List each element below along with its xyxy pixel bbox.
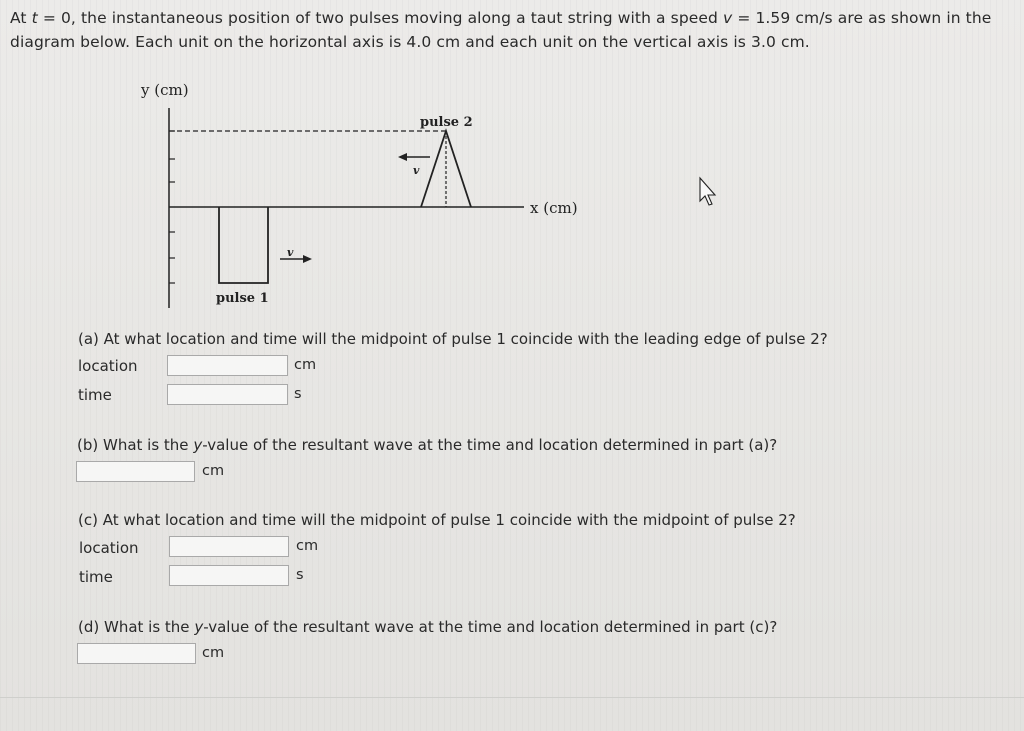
part-a-time-unit: s bbox=[294, 386, 302, 402]
pulse-2-label: pulse 2 bbox=[420, 115, 473, 130]
part-d-question: (d) What is the y-value of the resultant wave at the time and location determined in part (c)? bbox=[78, 618, 778, 636]
pulse-1-shape bbox=[219, 207, 268, 283]
y-variable: y bbox=[194, 618, 204, 636]
part-a-question: (a) At what location and time will the midpoint of pulse 1 coincide with the leading edge of pulse 2? bbox=[78, 330, 828, 348]
y-variable: y bbox=[193, 436, 203, 454]
part-d-unit: cm bbox=[202, 645, 225, 661]
part-a-location-input[interactable] bbox=[167, 355, 288, 376]
part-b-question: (b) What is the y-value of the resultant wave at the time and location determined in part (a)? bbox=[77, 436, 778, 454]
part-d-value-input[interactable] bbox=[77, 643, 196, 664]
part-a-time-input[interactable] bbox=[167, 384, 288, 405]
part-c-location-label: location bbox=[79, 539, 139, 557]
part-a-location-unit: cm bbox=[294, 357, 317, 373]
x-axis-label: x (cm) bbox=[530, 199, 578, 217]
part-a-location-label: location bbox=[78, 357, 138, 375]
part-c-time-unit: s bbox=[296, 567, 304, 583]
mouse-cursor-icon bbox=[700, 178, 715, 205]
pulse-diagram bbox=[0, 0, 1024, 320]
part-b-unit: cm bbox=[202, 463, 225, 479]
pulse-2-velocity-symbol: v bbox=[413, 164, 420, 177]
part-b-value-input[interactable] bbox=[76, 461, 195, 482]
pulse-1-label: pulse 1 bbox=[216, 291, 269, 306]
part-c-question: (c) At what location and time will the midpoint of pulse 1 coincide with the midpoint of pulse 2? bbox=[78, 511, 796, 529]
part-a-time-label: time bbox=[78, 386, 112, 404]
right-arrowhead-icon bbox=[303, 255, 312, 263]
problem-statement: At t = 0, the instantaneous position of two pulses moving along a taut string with a speed v = 1.59 cm/s are as shown in the diagram below. Each unit on the horizontal axis is 4.0 cm and each unit on the vertical axis is 3.0 cm. bbox=[10, 9, 992, 51]
part-c-time-label: time bbox=[79, 568, 113, 586]
left-arrowhead-icon bbox=[398, 153, 407, 161]
v-variable: v bbox=[723, 9, 733, 27]
y-axis-label: y (cm) bbox=[141, 81, 189, 99]
part-c-location-unit: cm bbox=[296, 538, 319, 554]
t-variable: t bbox=[31, 9, 38, 27]
divider bbox=[0, 697, 1024, 698]
part-c-time-input[interactable] bbox=[169, 565, 289, 586]
pulse-1-velocity-symbol: v bbox=[287, 246, 294, 259]
part-c-location-input[interactable] bbox=[169, 536, 289, 557]
